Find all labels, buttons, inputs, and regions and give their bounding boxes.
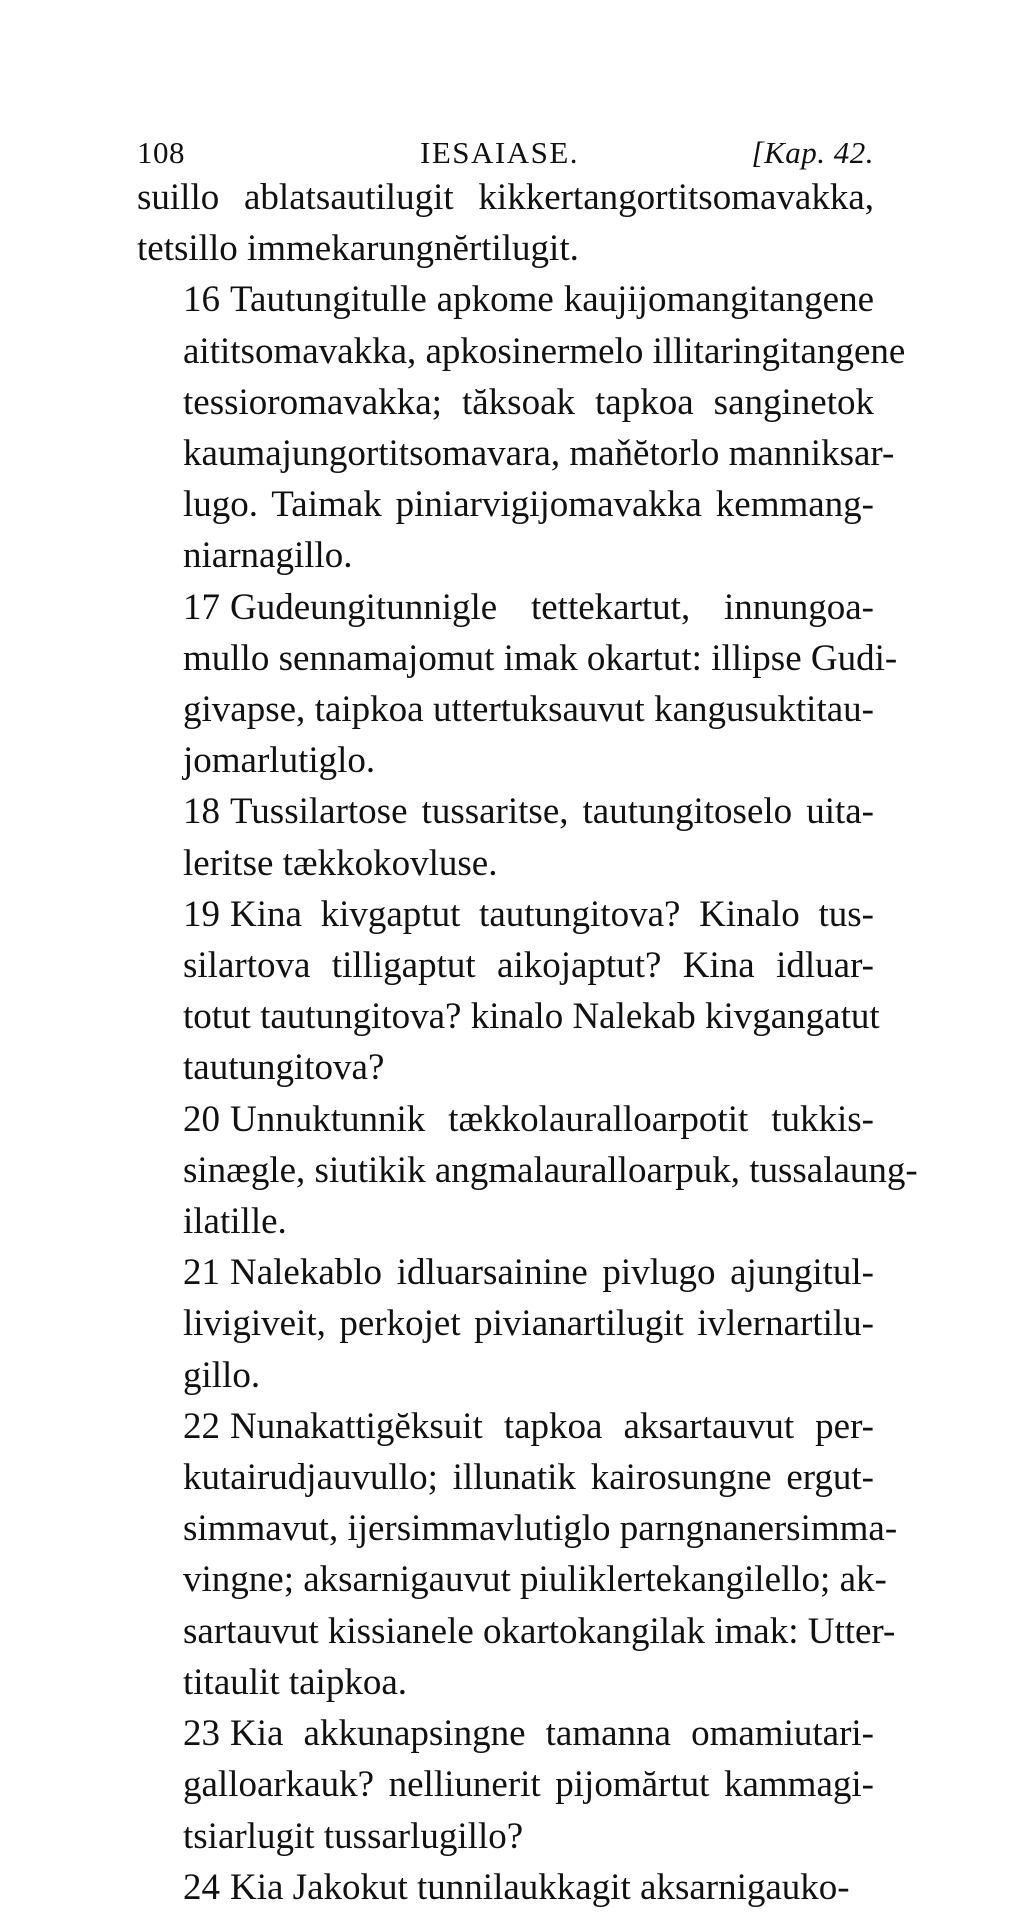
verse-line: [137, 1606, 896, 1657]
verse-line-text: gillo.: [183, 1354, 261, 1396]
verse-line: [137, 735, 874, 786]
verse-line: [137, 1759, 874, 1810]
verse-line-text: Tautungitulle apkome kaujijomangitangene: [230, 279, 874, 321]
verse-line-text: Kia akkunapsingne tamanna omamiutari-: [230, 1713, 874, 1755]
verse-line-text: galloarkauk? nelliunerit pijomărtut kammagi-: [183, 1764, 874, 1806]
verse-text-block: [137, 172, 918, 1913]
verse-line-text: suillo ablatsautilugit kikkertangortitsomavakka,: [137, 177, 874, 218]
verse-line: [137, 940, 874, 991]
verse-line: [137, 582, 874, 633]
verse-line-text: Kina kivgaptut tautungitova? Kinalo tus-: [230, 893, 874, 935]
verse-line-text: lugo. Taimak piniarvigijomavakka kemmang-: [183, 484, 874, 526]
verse-line-text: titaulit taipkoa.: [183, 1661, 408, 1703]
verse-number: 24: [183, 1866, 220, 1908]
verse-line: [137, 1452, 874, 1503]
verse-line-text: Nalekablo idluarsainine pivlugo ajungitul-: [230, 1252, 874, 1294]
verse-line: [137, 1811, 874, 1862]
verse-line: [137, 1042, 874, 1093]
verse-line-text: givapse, taipkoa uttertuksauvut kangusuktitau-: [183, 689, 874, 731]
verse-number: 18: [183, 791, 220, 833]
verse-line-text: sartauvut kissianele okartokangilak imak: Utter-: [183, 1610, 896, 1652]
running-head: [137, 118, 874, 172]
verse-line: [137, 1401, 874, 1452]
verse-line-text: vingne; aksarnigauvut piuliklertekangilello; ak-: [183, 1559, 887, 1601]
verse-line-text: silartova tilligaptut aikojaptut? Kina idluar-: [183, 945, 874, 987]
verse-line-text: tessioromavakka; tăksoak tapkoa sanginetok: [183, 381, 874, 423]
verse-line-text: leritse tækkokovluse.: [183, 842, 498, 884]
verse-24: [137, 1862, 874, 1913]
verse-line: [137, 889, 874, 940]
verse-line-text: simmavut, ijersimmavlutiglo parngnanersimma-: [183, 1508, 898, 1550]
verse-line: [137, 172, 874, 223]
verse-line: [137, 1657, 874, 1708]
verse-line: [137, 991, 880, 1042]
verse-16: [137, 274, 906, 581]
verse-22: [137, 1401, 898, 1708]
verse-line-text: kutairudjauvullo; illunatik kairosungne ergut-: [183, 1457, 874, 1499]
page-number: 108: [137, 135, 185, 170]
verse-line-text: sinægle, siutikik angmalauralloarpuk, tussalaung-: [183, 1149, 918, 1191]
verse-line: [137, 428, 895, 479]
verse-19: [137, 889, 880, 1094]
verse-line: [137, 838, 874, 889]
verse-line-text: Gudeungitunnigle tettekartut, innungoa-: [230, 586, 874, 628]
verse-line-text: jomarlutiglo.: [183, 740, 376, 782]
verse-line: [137, 1862, 874, 1913]
verse-line: [137, 1298, 874, 1349]
verse-line: [137, 684, 874, 735]
verse-line: [137, 1145, 918, 1196]
verse-line: [137, 633, 898, 684]
verse-line: [137, 1554, 887, 1605]
verse-line-text: kaumajungortitsomavara, maňĕtorlo manniksar-: [183, 433, 895, 475]
verse-line: [137, 1503, 898, 1554]
verse-line-text: niarnagillo.: [183, 535, 353, 577]
verse-number: 16: [183, 279, 220, 321]
verse-line: [137, 377, 874, 428]
book-title: IESAIASE.: [420, 135, 580, 170]
verse-line-text: totut tautungitova? kinalo Nalekab kivgangatut: [183, 996, 880, 1038]
verse-line: [137, 1094, 874, 1145]
verse-number: 19: [183, 893, 220, 935]
verse-line-text: mullo sennamajomut imak okartut: illipse Gudi-: [183, 637, 898, 679]
verse-number: 20: [183, 1098, 220, 1140]
verse-number: 17: [183, 586, 220, 628]
chapter-reference: [Kap. 42.: [751, 135, 874, 170]
verse-line-text: tsiarlugit tussarlugillo?: [183, 1815, 524, 1857]
verse-line: [137, 1247, 874, 1298]
verse-continuation: [137, 172, 874, 274]
verse-line-text: tetsillo immekarungnĕrtilugit.: [137, 228, 579, 270]
verse-line-text: livigiveit, perkojet pivianartilugit ivlernartilu-: [183, 1303, 874, 1345]
verse-line: [137, 1196, 874, 1247]
verse-line-text: Kia Jakokut tunnilaukkagit aksarnigauko-: [230, 1866, 850, 1908]
verse-line: [137, 223, 874, 274]
verse-number: 22: [183, 1405, 220, 1447]
verse-line: [137, 530, 874, 581]
verse-20: [137, 1094, 918, 1248]
verse-line-text: tautungitova?: [183, 1047, 385, 1089]
verse-line-text: Tussilartose tussaritse, tautungitoselo uita-: [230, 791, 874, 833]
verse-line: [137, 1350, 874, 1401]
verse-number: 21: [183, 1252, 220, 1294]
verse-line-text: Unnuktunnik tækkolauralloarpotit tukkis-: [230, 1098, 874, 1140]
book-page: [137, 118, 918, 1913]
verse-line-text: Nunakattigĕksuit tapkoa aksartauvut per-: [230, 1405, 874, 1447]
verse-line: [137, 274, 874, 325]
verse-number: 23: [183, 1713, 220, 1755]
verse-23: [137, 1708, 874, 1862]
verse-line: [137, 479, 874, 530]
verse-line: [137, 1708, 874, 1759]
verse-line: [137, 786, 874, 837]
verse-line: [137, 326, 906, 377]
verse-line-text: ilatille.: [183, 1201, 287, 1243]
verse-21: [137, 1247, 874, 1401]
verse-18: [137, 786, 874, 888]
verse-17: [137, 582, 898, 787]
verse-line-text: aititsomavakka, apkosinermelo illitaringitangene: [183, 330, 906, 372]
